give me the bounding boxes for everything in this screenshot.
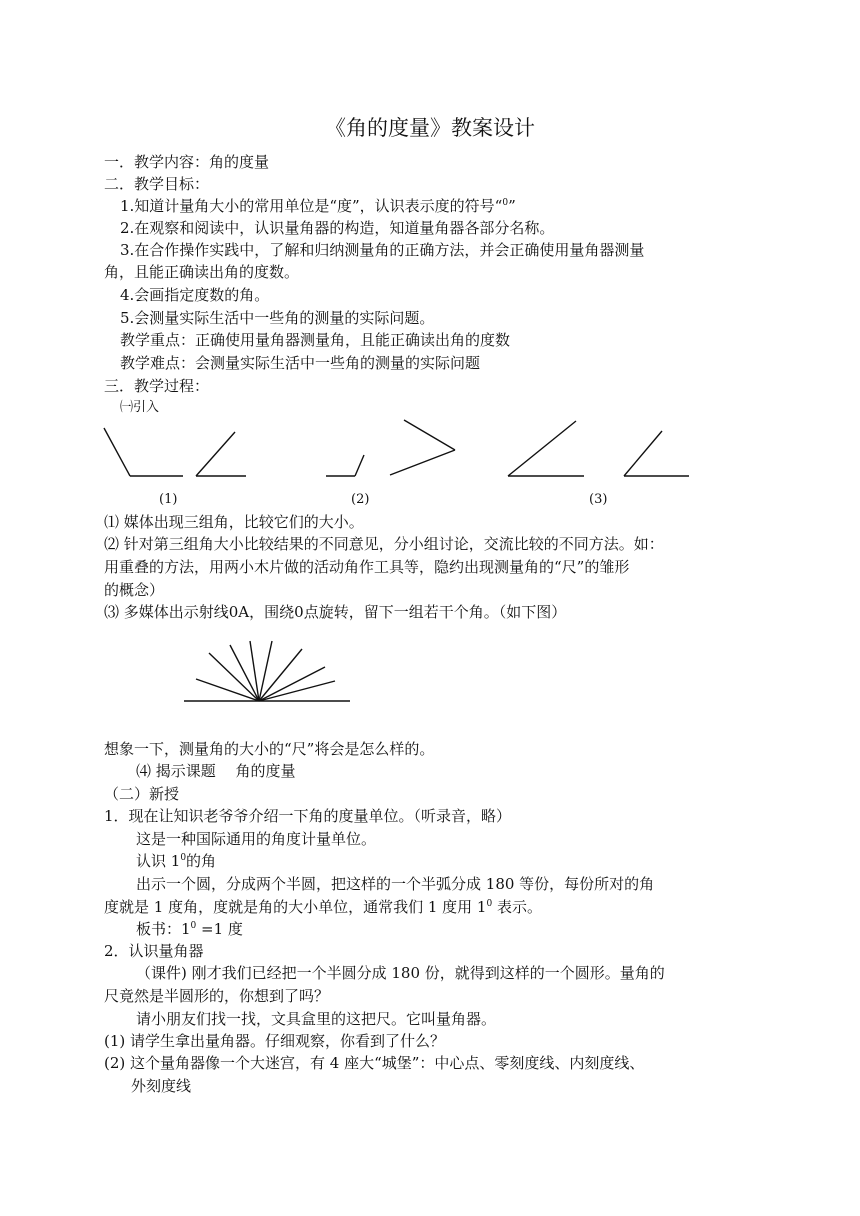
difficulty-point: 教学难点：会测量实际生活中一些角的测量的实际问题: [120, 354, 481, 372]
angle-group-2: [326, 420, 455, 476]
key-point: 教学重点：正确使用量角器测量角，且能正确读出角的度数: [120, 331, 511, 349]
angle-group-3: [508, 421, 689, 476]
question-2-line2: 外刻度线: [131, 1077, 192, 1095]
section-2-heading: 二．教学目标：: [104, 175, 210, 193]
new-1-a: 这是一种国际通用的角度计量单位。: [136, 830, 377, 848]
new-1-c: 出示一个圆，分成两个半圆，把这样的一个半弧分成 180 等份，每份所对的角: [136, 875, 655, 893]
figure-label-2: (2): [351, 492, 370, 507]
subsection-new-teaching: （二）新授: [104, 785, 180, 803]
new-2-a: （课件) 刚才我们已经把一个半圆分成 180 份，就得到这样的一个圆形。量角的: [136, 964, 665, 982]
angle-group-1: [104, 428, 246, 476]
board-writing: 板书：$1^0 =1$ 度: [136, 920, 243, 938]
figure-label-1: (1): [159, 492, 178, 507]
figure-label-3: (3): [589, 492, 608, 507]
new-2-b: 尺竟然是半圆形的，你想到了吗？: [104, 987, 330, 1005]
section-3-heading: 三．教学过程：: [104, 377, 210, 395]
goal-4: 4.会画指定度数的角。: [120, 286, 270, 304]
new-1: 1．现在让知识老爷爷介绍一下角的度量单位。（听录音，略）: [104, 807, 512, 825]
rotating-ray-fan: [184, 641, 350, 701]
new-1-d: 度就是 1 度角，度就是角的大小单位，通常我们 1 度用 $1^0$ 表示。: [104, 898, 542, 916]
step-2-line3: 的概念）: [104, 581, 165, 599]
goal-2: 2.在观察和阅读中，认识量角器的构造，知道量角器各部分名称。: [120, 219, 555, 237]
new-2: 2．认识量角器: [104, 942, 204, 960]
step-3: ⑶ 多媒体出示射线0A，围绕0点旋转，留下一组若干个角。（如下图）: [104, 603, 567, 621]
goal-3-line2: 角，且能正确读出角的度数。: [104, 263, 300, 281]
step-2-line1: ⑵ 针对第三组角大小比较结果的不同意见，分小组讨论，交流比较的不同方法。如：: [104, 535, 664, 553]
intro-heading: ㈠引入: [120, 400, 160, 415]
section-1-content: 一．教学内容：角的度量: [104, 153, 270, 171]
new-1-b: 认识 $1^0$的角: [136, 852, 217, 870]
question-2-line1: (2) 这个量角器像一个大迷宫，有 4 座大“城堡”：中心点、零刻度线、内刻度线、: [104, 1054, 645, 1072]
new-2-c: 请小朋友们找一找，文具盒里的这把尺。它叫量角器。: [136, 1010, 497, 1028]
step-4: ⑷ 揭示课题 角的度量: [136, 762, 296, 780]
goal-3-line1: 3.在合作操作实践中，了解和归纳测量角的正确方法，并会正确使用量角器测量: [120, 241, 645, 259]
step-1: ⑴ 媒体出现三组角，比较它们的大小。: [104, 513, 364, 531]
goal-5: 5.会测量实际生活中一些角的测量的实际问题。: [120, 309, 435, 327]
step-2-line2: 用重叠的方法，用两小木片做的活动角作工具等，隐约出现测量角的“尺”的雏形: [104, 558, 630, 576]
question-1: (1) 请学生拿出量角器。仔细观察，你看到了什么？: [104, 1032, 446, 1050]
document-title: 《角的度量》教案设计: [325, 116, 535, 140]
goal-1: 1.知道计量角大小的常用单位是“度”，认识表示度的符号“$^0$”: [120, 197, 516, 215]
imagine-text: 想象一下，测量角的大小的“尺”将会是怎么样的。: [104, 740, 435, 758]
